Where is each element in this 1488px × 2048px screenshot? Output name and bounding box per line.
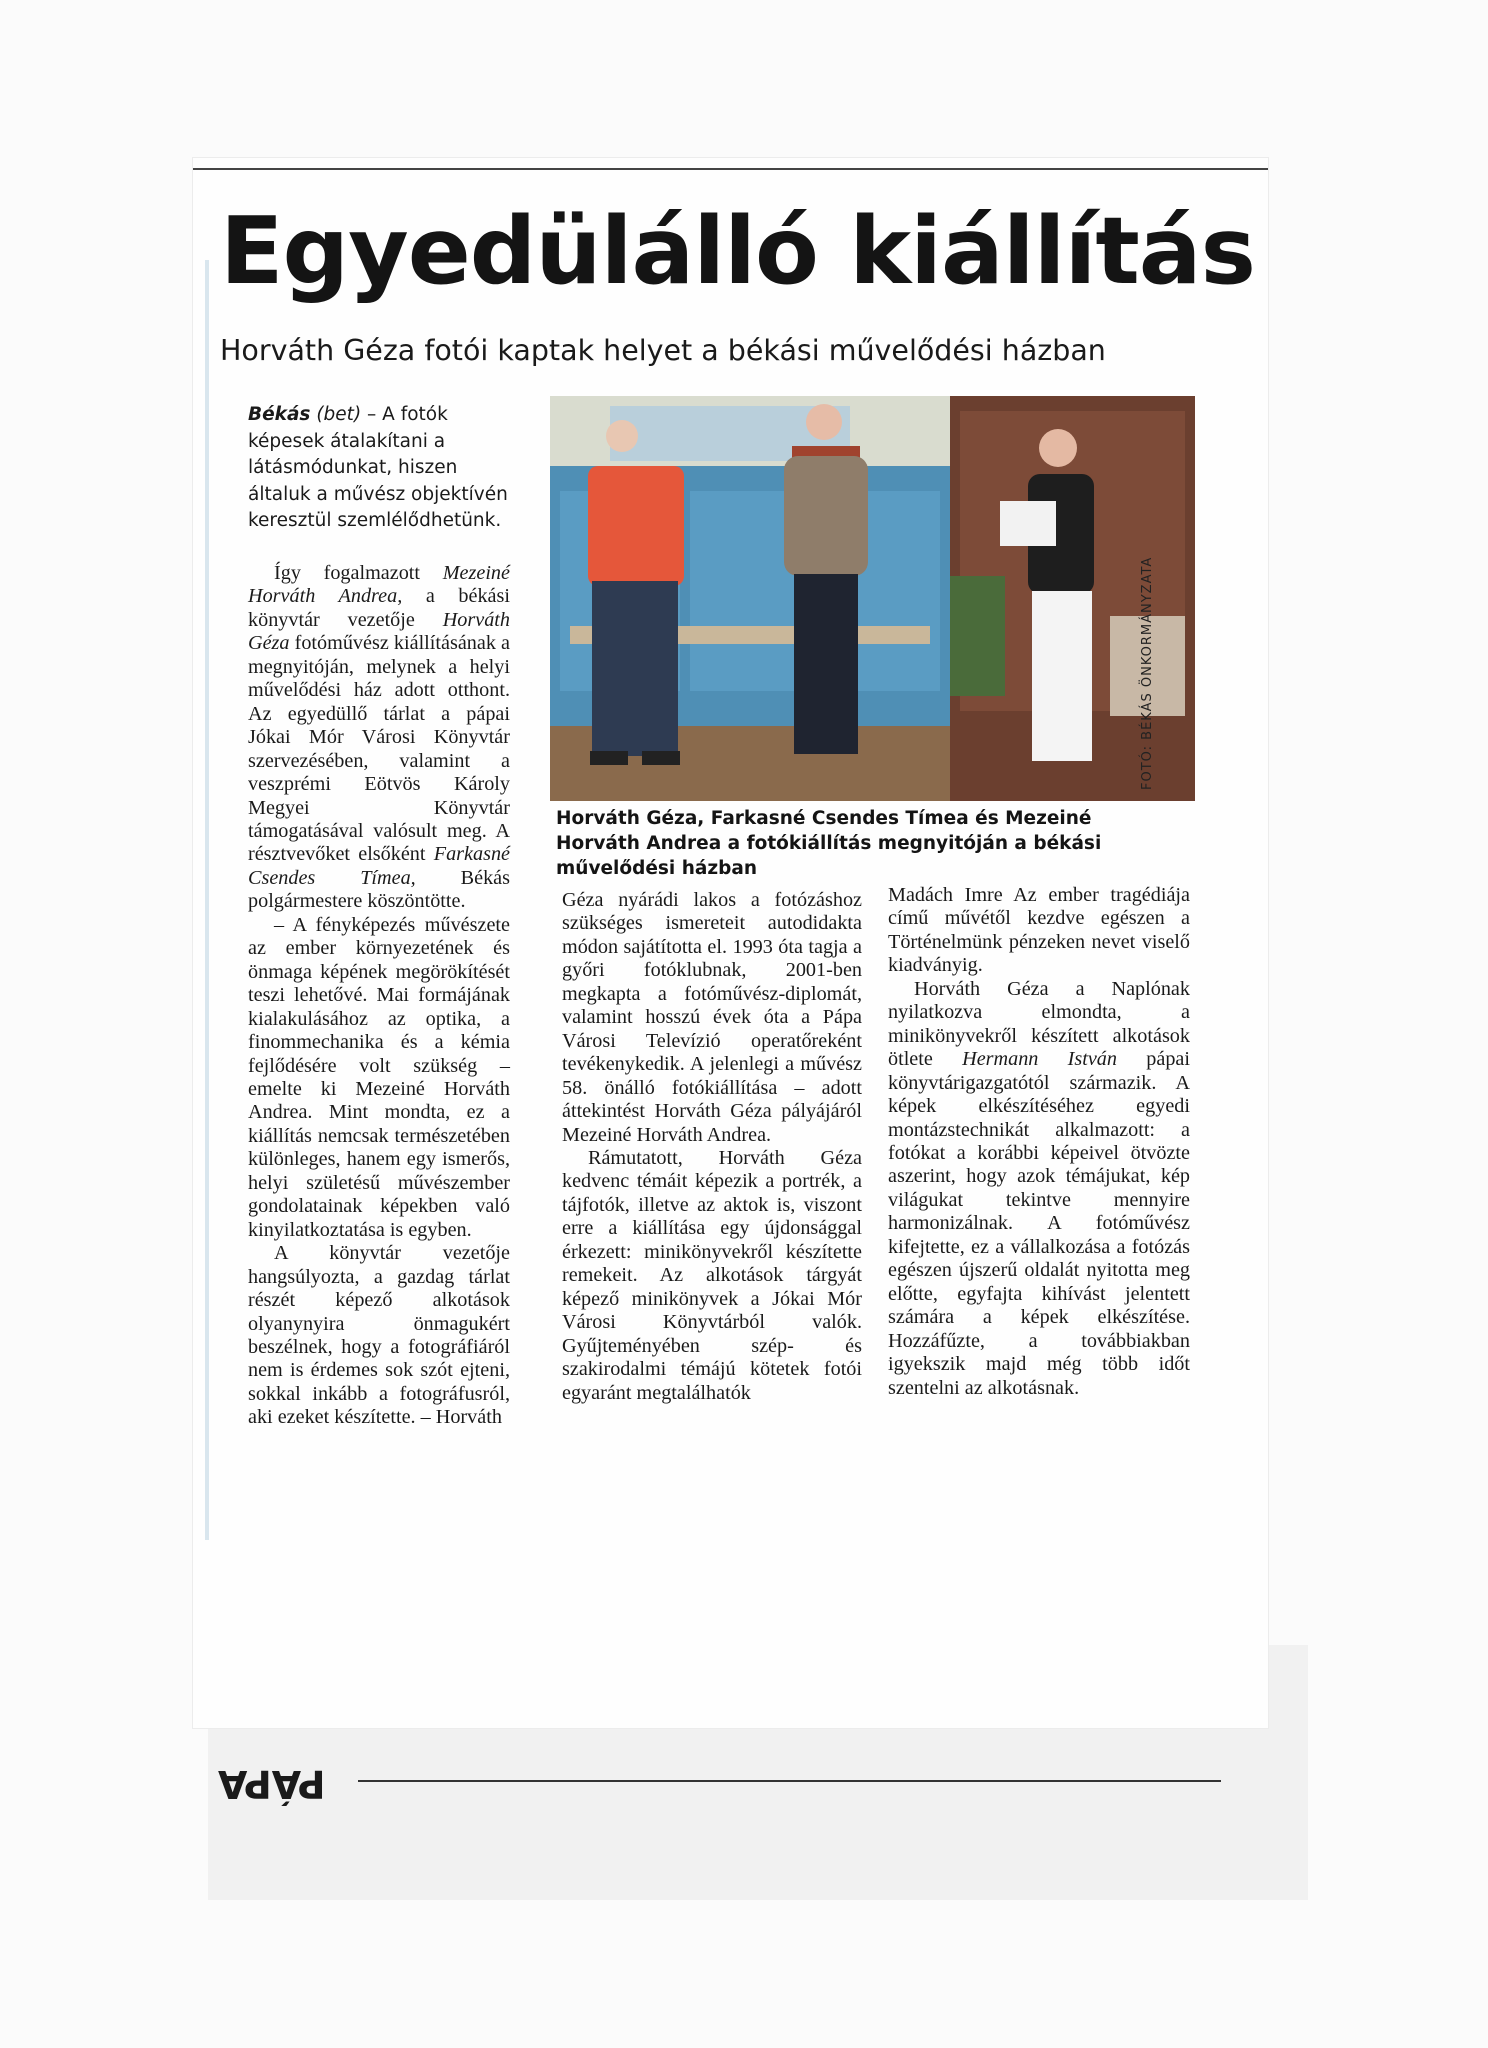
text-run: a békási könyvtár vezetője [248, 585, 510, 631]
article-column-3 [888, 884, 1190, 1400]
column-3-paragraph-1: Madách Imre Az ember tragédiája című művétől kezdve egészen a Történelmünk pénzeken nevet viselő kiadványig. [888, 884, 1190, 977]
footer-rule [358, 1780, 1221, 1782]
text-run: pápai könyvtárigazgatótól származik. A képek elkészítéséhez egyedi montázstechnikát alkalmazott: a fotókat a korábbi képeivel ötvözte aszerint, hogy azok témájukat, kép világukat tekintve mennyire harmonizálnak. A fotóművész kifejtette, ez a vállalkozása a fotózás egészen újszerű oldalát nyitotta meg előtte, egyfajta kihívást jelentett számára a képek elkészítése. Hozzáfűzte, a továbbiakban igyekszik majd még több időt szentelni az alkotásnak. [888, 1048, 1190, 1399]
adjacent-column-edge [205, 260, 209, 1540]
event-photo [550, 396, 1195, 801]
column-1-paragraph-2: – A fényképezés művészete az ember környezetének és önmaga képének megörökítését teszi lehetővé. Mai formájának kialakulásához az optika, a finommechanika és a kémia fejlődésére volt szükség – emelte ki Mezeiné Horváth Andrea. Mint mondta, ez a kiállítás nemcsak természetében különleges, hanem egy ismerős, helyi születésű művészember gondolatainak képekben való kinyilatkoztatása is egyben. [248, 913, 510, 1241]
article-subheadline: Horváth Géza fotói kaptak helyet a békási művelődési házban [220, 334, 1106, 367]
text-run: Így fogalmazott [274, 562, 443, 584]
clipping-top-rule [193, 168, 1268, 170]
article-column-2 [562, 889, 862, 1405]
upside-down-page-word: PÁPA [218, 1762, 326, 1806]
lead-text: – A fotók képesek átalakítani a látásmódunkat, hiszen általuk a művész objektívén keresztül szemlélődhetünk. [248, 404, 508, 531]
photo-caption: Horváth Géza, Farkasné Csendes Tímea és Mezeiné Horváth Andrea a fotókiállítás megnyitóján a békási művelődési házban [556, 808, 1102, 879]
lead-place: Békás [248, 404, 311, 425]
column-2-paragraph-1: Géza nyárádi lakos a fotózáshoz szükséges ismereteit autodidakta módon sajátította el. 1993 óta tagja a győri fotóklubnak, 2001-ben megkapta a fotóművész-diplomát, valamint hosszú évek óta a Pápa Városi Televízió operatőreként tevékenykedik. A jelenlegi a művész 58. önálló fotókiállítása – adott áttekintést Horváth Géza pályájáról Mezeiné Horváth Andrea. [562, 889, 862, 1146]
column-3-paragraph-2 [888, 978, 1190, 1400]
photo-credit: FOTÓ: BÉKÁS ÖNKORMÁNYZATA [1140, 556, 1155, 790]
text-run: fotóművész kiállításának a megnyitóján, melynek a helyi művelődési ház adott otthont. Az egyedüllő tárlat a pápai Jókai Mór Városi Könyvtár szervezésében, valamint a veszprémi Eötvös Károly Megyei Könyvtár támogatásával valósult meg. A résztvevőket elsőként [248, 632, 510, 866]
photo-illustration [550, 396, 1195, 801]
person-name: Horváth Géza [248, 608, 510, 655]
text-run: Békás polgármestere köszöntötte. [248, 866, 510, 913]
column-2-paragraph-2: Rámutatott, Horváth Géza kedvenc témáit képezik a portrék, a tájfotók, illetve az aktok is, viszont erre a kiállítása egy újdonsággal érkezett: minikönyvekről készítette remekeit. Az alkotások tárgyát képező minikönyvek a Jókai Mór Városi Könyvtárból valók. Gyűjteményében szép- és szakirodalmi témájú kötetek fotói egyaránt megtalálhatók [562, 1146, 862, 1404]
article-column-1 [248, 562, 510, 1430]
person-name: Mezeiné Horváth Andrea, [248, 562, 510, 608]
text-run: Horváth Géza a Naplónak nyilatkozva elmondta, a minikönyvekről készített alkotások ötlete [888, 977, 1190, 1071]
column-1-paragraph-3: A könyvtár vezetője hangsúlyozta, a gazdag tárlat részét képező alkotások olyanynyira önmagukért beszélnek, hogy a fotográfiáról nem is érdemes sok szót ejteni, sokkal inkább a fotográfusról, aki ezeket készítette. – Horváth [248, 1242, 510, 1429]
person-name: Farkasné Csendes Tímea, [248, 843, 510, 889]
article-headline: Egyedülálló kiállítás [220, 197, 1255, 305]
lead-source: (bet) [316, 404, 362, 425]
person-name: Hermann István [962, 1048, 1117, 1071]
column-1-paragraph-1 [248, 562, 510, 914]
article-lead [248, 402, 510, 535]
